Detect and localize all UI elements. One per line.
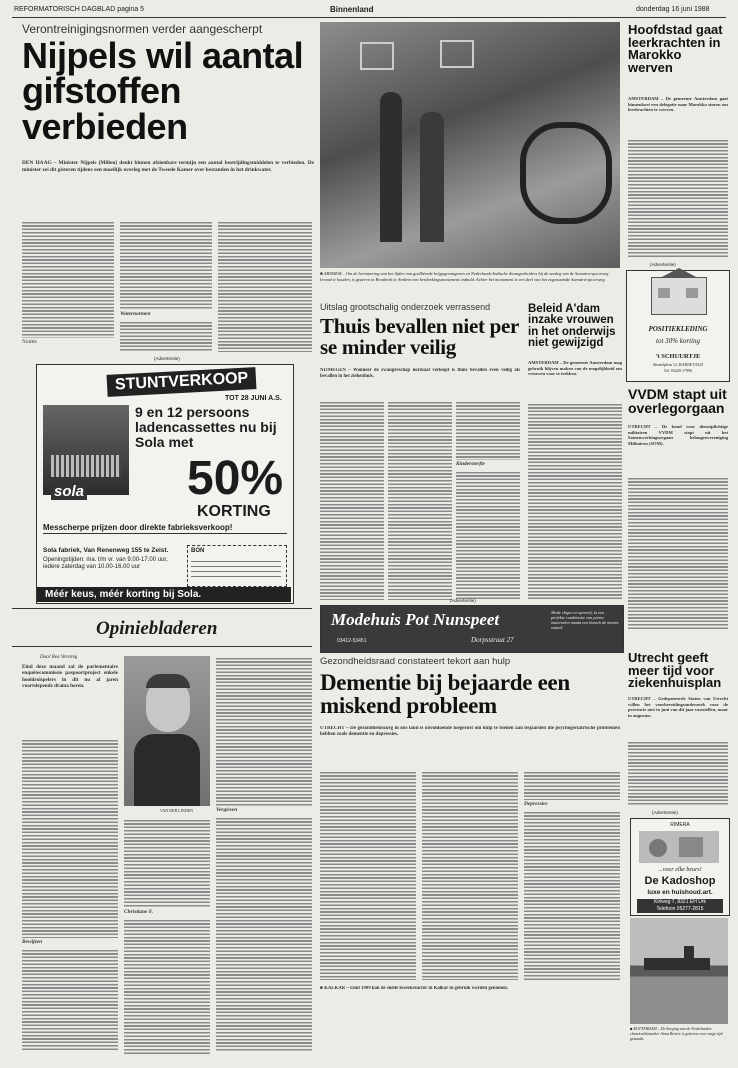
thuis-lead: NIJMEGEN – Wanneer de zwangerschap normaal verloopt is thuis bevallen even veilig als bevallen in het ziekenhuis. <box>320 368 520 379</box>
opinie-subhead-vergissen: Vergissen <box>216 807 238 813</box>
thuis-subhead: Kindersterfte <box>456 461 486 467</box>
kadoshop-web: luxe en huishoud.art. <box>647 889 713 896</box>
beleid-body <box>528 402 622 600</box>
page-header-left: REFORMATORISCH DAGBLAD pagina 5 <box>14 6 145 13</box>
opinie-col-3 <box>216 656 312 1054</box>
pot-street: Dorpsstraat 27 <box>471 636 514 644</box>
rotterdam-caption: ■ ROTTERDAM – De berging van de Nederlandse chemicaliëntanker Anna Broere is gisteren voor enige tijd gestaakt. <box>630 1026 723 1041</box>
thuis-col-3 <box>456 400 520 600</box>
ad-schuurtje-shop: 't SCHUURTJE <box>655 353 701 360</box>
thuis-headline: Thuis bevallen niet per se minder veilig <box>320 314 519 359</box>
ad-label-pot: (Advertentie) <box>450 598 476 603</box>
kadoshop-tagline: ...voor elke beurs! <box>658 867 702 873</box>
main-subhead-waternormen: Waternormen <box>120 311 151 317</box>
ad-schuurtje-discount: tot 30% korting <box>656 337 700 345</box>
stunt-date: TOT 28 JUNI A.S. <box>225 395 282 402</box>
thuis-kicker: Uitslag grootschalig onderzoek verrassend <box>320 302 491 312</box>
opinie-col-2 <box>124 818 210 1054</box>
opinie-col-1 <box>22 738 118 1054</box>
ad-schuurtje-title: POSITIEKLEDING <box>648 325 708 333</box>
pot-tagline: Mode clique en sportief, in een perfekte combinatie van prima materialen maakt een bezoek de moeite waard. <box>551 610 619 630</box>
dementie-col-3 <box>524 770 620 980</box>
main-body-col-1 <box>22 220 114 352</box>
pot-brand: Modehuis Pot Nunspeet <box>331 610 500 629</box>
main-headline: Nijpels wil aantal gifstoffen verbieden <box>22 35 304 147</box>
main-subhead-notitie: Notitie <box>22 339 37 345</box>
ad-pot-nunspeet[interactable] <box>320 605 624 653</box>
van-der-linden-photo <box>124 656 210 806</box>
ad-kadoshop[interactable] <box>630 818 730 916</box>
stunt-korting: KORTING <box>197 503 271 520</box>
thuis-col-1 <box>320 400 384 600</box>
hoofdstad-headline: Hoofdstad gaat leerkrachten in Marokko werven <box>628 22 723 76</box>
cassette-photo <box>43 405 129 495</box>
ad-schuurtje[interactable] <box>626 270 730 382</box>
stunt-offer: 9 en 12 persoons ladencassettes nu bij Sola met <box>135 404 277 450</box>
vvdm-body <box>628 476 728 630</box>
main-body-col-2 <box>120 220 212 352</box>
stunt-percent: 50% <box>187 452 284 505</box>
vvdm-headline: VVDM stapt uit overlegorgaan <box>628 386 727 416</box>
shop-drawing <box>651 277 707 315</box>
header-rule <box>12 17 726 18</box>
section-title: Binnenland <box>330 5 374 14</box>
stunt-openingstijden: Openingstijden: ma. t/m vr. van 9.00-17.00 uur, iedere zaterdag van 10.00-16.00 uur <box>43 557 168 570</box>
pot-phone: 03412-53451 <box>337 638 367 644</box>
stunt-coupon[interactable] <box>187 545 287 587</box>
kadoshop-address: Kirlweg 7, 8321 EH Urk <box>654 899 706 905</box>
dementie-subhead: Depressies <box>524 801 548 807</box>
dementie-col-1 <box>320 770 416 980</box>
ad-label-kadoshop: (Advertentie) <box>652 810 678 815</box>
main-kicker: Verontreinigingsnormen verder aangescherpt <box>22 22 263 36</box>
ad-stuntverkoop[interactable] <box>36 364 294 604</box>
opinie-subhead-christiane: Christiane F. <box>124 909 153 915</box>
kadoshop-name: De Kadoshop <box>644 875 716 887</box>
opinie-photo-caption: VAN DER LINDEN <box>160 808 194 813</box>
stunt-banner: STUNTVERKOOP <box>107 367 257 397</box>
stunt-messcherp: Messcherpe prijzen door direkte fabrieksverkoop! <box>43 523 233 532</box>
utrecht-headline: Utrecht geeft meer tijd voor ziekenhuisplan <box>628 650 722 691</box>
sola-logo: sola <box>51 483 87 500</box>
rotterdam-photo <box>630 918 728 1024</box>
dementie-col-2 <box>422 770 518 980</box>
dementie-kicker: Gezondheidsraad constateert tekort aan hulp <box>320 656 511 667</box>
hoofdstad-body <box>628 138 728 258</box>
kadoshop-photo <box>639 831 719 863</box>
thuis-col-2 <box>388 400 452 600</box>
ad-label-stunt: (Advertentie) <box>154 356 180 361</box>
dementie-lead: UTRECHT – De gezondheidszorg in ons land is onvoldoende toegerust om hulp te bieden aan bejaarden die psychogeriatrische problemen hebben zoals dementie en depressies. <box>320 726 620 738</box>
opinie-author: Door Bea Verstreg <box>40 655 78 660</box>
photo-caption: ■ ARNHEM – Om de herinnering aan het lijden van gealliëerde krijgsgevangenen en Nederlands-Indische dwangarbeiders bij de aanleg van de Sumatra-spoorweg levend te houden, is gisteren in Bronbeek te Arnhem een herdenkingsmonument onthuld. Achter het monument is een deel van het zogenaamde Sumatra-spoorweg. <box>320 271 609 282</box>
stunt-slogan: Méér keus, méér korting bij Sola. <box>37 587 291 602</box>
hoofdstad-lead: AMSTERDAM – De gemeente Amsterdam gaat binnenkort een delegatie naar Marokko sturen om leerkrachten te werven. <box>628 96 728 113</box>
beleid-headline: Beleid A'dam inzake vrouwen in het onderwijs niet gewijzigd <box>528 303 616 349</box>
utrecht-body <box>628 740 728 806</box>
page-date: donderdag 16 juni 1988 <box>636 6 710 13</box>
vvdm-lead: UTRECHT – De bond voor dienstplichtige militairen VVDM stapt uit het Samenwerkingsorgaan belangenvereniging Militairen (SOM). <box>628 424 728 446</box>
kadoshop-contact <box>637 899 723 913</box>
coupon-label: BON <box>191 548 205 554</box>
opinie-lead: Eind deze maand zal de parlementaire enquêtecommissie paspoortproject enkele hooldrolspelers in dit nu al jaren voortslepende drama horen. <box>22 664 118 690</box>
dementie-headline: Dementie bij bejaarde een miskend probleem <box>320 670 570 718</box>
main-body-col-3 <box>218 220 312 352</box>
ad-schuurtje-address: Sleutelplein 12, BARNEVELD <box>652 362 704 367</box>
ad-label-schuurtje: (Advertentie) <box>650 262 676 267</box>
opinie-title: Opiniebladeren <box>96 618 218 639</box>
herdenking-photo <box>320 22 620 268</box>
stunt-address: Sola fabriek, Van Renenweg 155 te Zeist. <box>43 547 169 554</box>
kadoshop-phone: Telefoon 05277-2815 <box>656 906 704 912</box>
beleid-lead: AMSTERDAM – De gemeente Amsterdam mag gebruik blijven maken van de mogelijkheid om vrouwen voor te trekken. <box>528 360 622 377</box>
kalkar-item: ■ KALKAR – Eind 1989 kan de snelle kweekreactor in Kalkar in gebruik worden genomen. <box>320 986 508 991</box>
opinie-subhead-bewijzen: Bewijzen <box>22 939 43 945</box>
kadoshop-town: RIMERA <box>670 822 690 828</box>
main-lead: DEN HAAG – Minister Nijpels (Milieu) denkt binnen afzienbare termijn een aantal bestrijdingsmiddelen te verbieden. De minister zei dit gisteren tijdens een moeilijk overleg met de Tweede Kamer over bestanden in het drinkwater. <box>22 160 314 173</box>
utrecht-lead: UTRECHT – Gedeputeerde Staten van Utrecht willen het voorbereidingsonderzoek voor de provincie niet in juni van dit jaar vaststellen, maar in augustus. <box>628 696 728 718</box>
ad-schuurtje-phone: Tel. 03420-17996 <box>663 368 693 373</box>
